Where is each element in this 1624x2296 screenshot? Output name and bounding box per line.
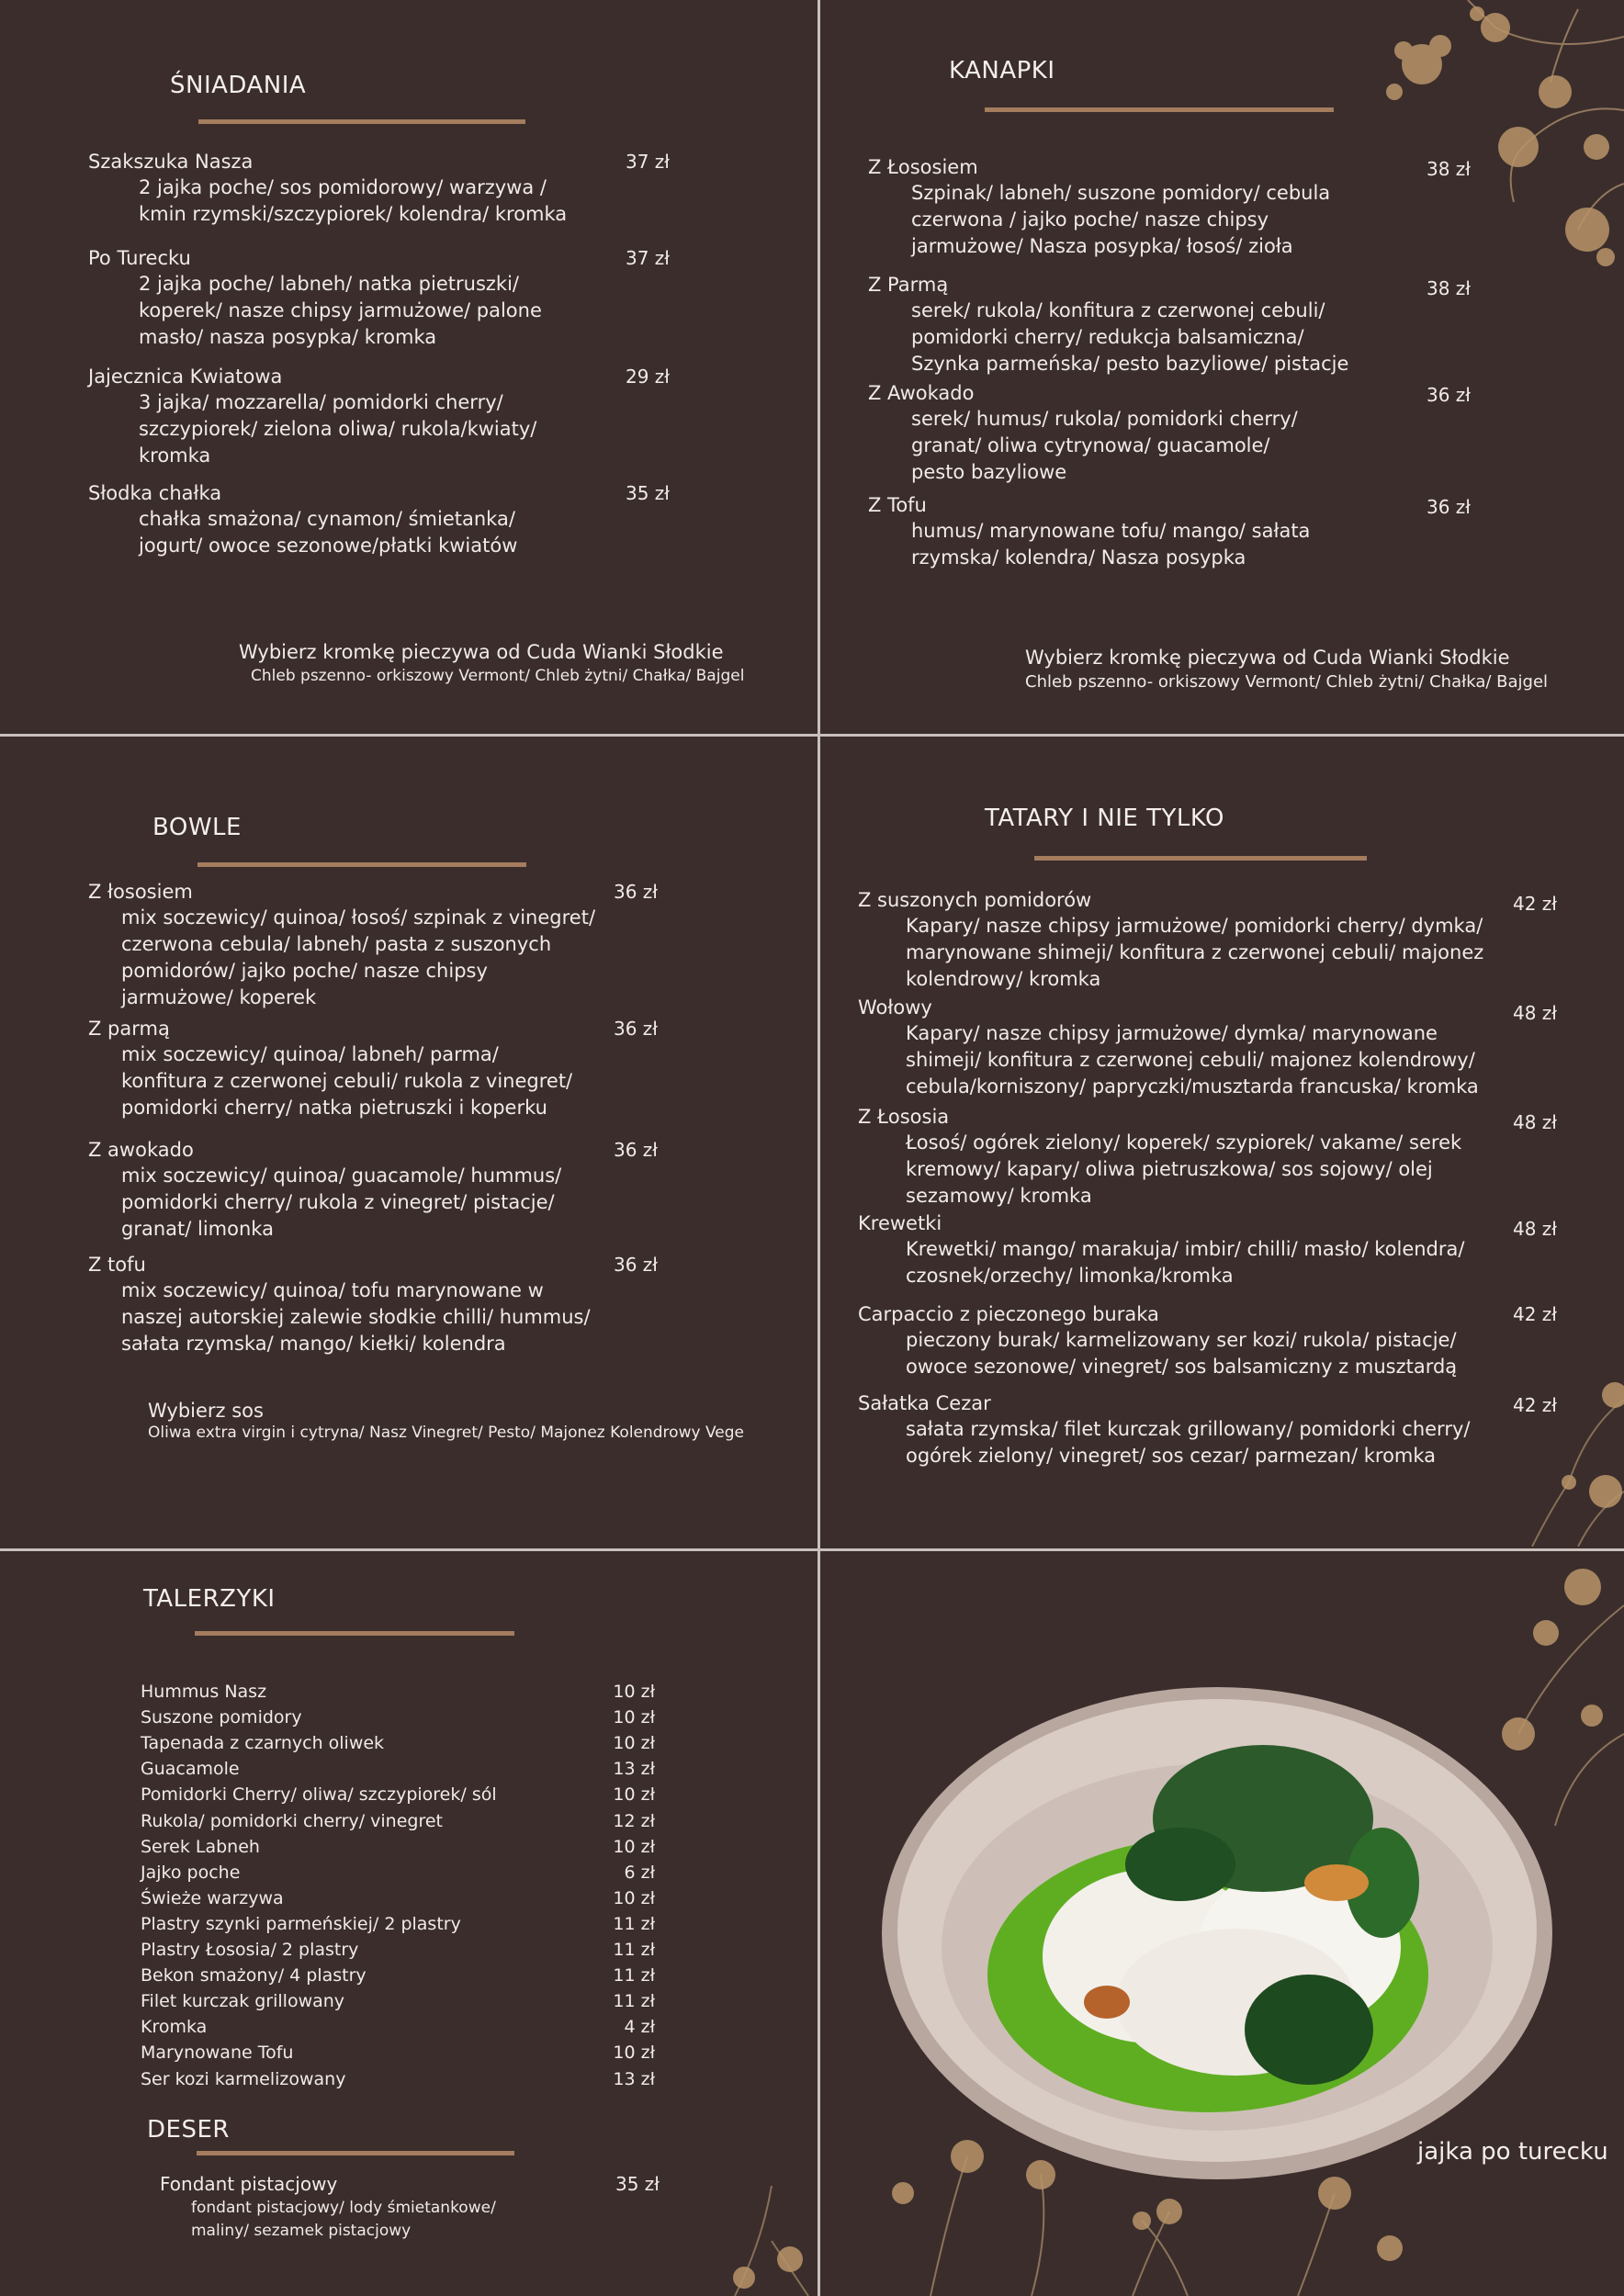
item-desc: Szpinak/ labneh/ suszone pomidory/ cebula bbox=[911, 182, 1331, 204]
item-name: Z Tofu bbox=[868, 494, 927, 516]
item-desc: granat/ limonka bbox=[121, 1218, 274, 1240]
item-desc: serek/ humus/ rukola/ pomidorki cherry/ bbox=[911, 408, 1298, 430]
item-name: Kromka bbox=[141, 2017, 208, 2038]
item-price: 13 zł bbox=[613, 1759, 655, 1780]
menu-item bbox=[88, 1016, 572, 1121]
title-underline bbox=[985, 107, 1334, 112]
item-desc: pieczony burak/ karmelizowany ser kozi/ rukola/ pistacje/ bbox=[906, 1329, 1457, 1351]
item-desc: mix soczewicy/ quinoa/ łosoś/ szpinak z vinegret/ bbox=[121, 906, 596, 929]
item-desc: pomidorki cherry/ rukola z vinegret/ pistacje/ bbox=[121, 1191, 555, 1213]
talerzyki-row bbox=[141, 2040, 655, 2065]
menu-item bbox=[858, 1301, 1457, 1380]
item-name: Szakszuka Nasza bbox=[88, 151, 254, 173]
item-name: Z parmą bbox=[88, 1018, 170, 1040]
item-price: 42 zł bbox=[1513, 1394, 1557, 1416]
section-title: ŚNIADANIA bbox=[170, 72, 307, 99]
item-desc: Kapary/ nasze chipsy jarmużowe/ pomidorki cherry/ dymka/ bbox=[906, 915, 1483, 937]
item-price: 4 zł bbox=[624, 2017, 655, 2038]
item-price: 36 zł bbox=[614, 1018, 658, 1040]
item-name: Fondant pistacjowy bbox=[160, 2173, 338, 2195]
talerzyki-row bbox=[141, 1937, 655, 1963]
item-desc: 3 jajka/ mozzarella/ pomidorki cherry/ bbox=[139, 391, 503, 413]
item-price: 10 zł bbox=[613, 1682, 655, 1702]
menu-item bbox=[160, 2171, 496, 2243]
botanical-decoration-mid-right bbox=[1514, 1372, 1624, 1547]
bread-note-title: Wybierz kromkę pieczywa od Cuda Wianki Słodkie bbox=[1025, 647, 1510, 669]
botanical-decoration-bottom-left bbox=[716, 2186, 818, 2296]
menu-item bbox=[88, 879, 595, 1011]
item-desc: kromka bbox=[139, 445, 211, 467]
item-price: 11 zł bbox=[613, 1965, 655, 1986]
item-name: Słodka chałka bbox=[88, 482, 222, 504]
menu-item bbox=[858, 1104, 1461, 1210]
item-desc: kmin rzymski/szczypiorek/ kolendra/ kromka bbox=[139, 203, 568, 225]
item-desc: granat/ oliwa cytrynowa/ guacamole/ bbox=[911, 434, 1270, 456]
item-desc: czerwona cebula/ labneh/ pasta z suszonych bbox=[121, 933, 552, 955]
item-desc: pomidorki cherry/ redukcja balsamiczna/ bbox=[911, 326, 1304, 348]
talerzyki-row bbox=[141, 1705, 655, 1730]
item-desc: jarmużowe/ Nasza posypka/ łosoś/ zioła bbox=[911, 235, 1293, 257]
item-price: 13 zł bbox=[613, 2068, 655, 2089]
talerzyki-row bbox=[141, 2014, 655, 2040]
item-desc: konfitura z czerwonej cebuli/ rukola z vinegret/ bbox=[121, 1070, 573, 1092]
item-desc: sałata rzymska/ mango/ kiełki/ kolendra bbox=[121, 1333, 506, 1355]
item-desc: kolendrowy/ kromka bbox=[906, 968, 1101, 990]
menu-item bbox=[858, 1210, 1464, 1289]
item-price: 42 zł bbox=[1513, 893, 1557, 915]
photo-caption: jajka po turecku bbox=[1417, 2138, 1608, 2166]
item-name: Świeże warzywa bbox=[141, 1887, 284, 1908]
section-title: BOWLE bbox=[152, 814, 242, 841]
title-underline bbox=[197, 862, 526, 867]
item-desc: Krewetki/ mango/ marakuja/ imbir/ chilli/ masło/ kolendra/ bbox=[906, 1238, 1465, 1260]
talerzyki-row bbox=[141, 1860, 655, 1885]
item-desc: rzymska/ kolendra/ Nasza posypka bbox=[911, 546, 1246, 568]
item-name: Z tofu bbox=[88, 1254, 146, 1276]
item-price: 36 zł bbox=[1427, 496, 1471, 518]
item-desc: masło/ nasza posypka/ kromka bbox=[139, 326, 437, 348]
item-price: 37 zł bbox=[626, 247, 670, 269]
item-price: 10 zł bbox=[613, 2043, 655, 2064]
item-desc: 2 jajka poche/ labneh/ natka pietruszki/ bbox=[139, 273, 519, 295]
item-desc: jarmużowe/ koperek bbox=[121, 986, 317, 1008]
item-price: 36 zł bbox=[614, 1139, 658, 1161]
item-desc: Łosoś/ ogórek zielony/ koperek/ szypiorek/ vakame/ serek bbox=[906, 1131, 1462, 1154]
item-desc: ogórek zielony/ vinegret/ sos cezar/ parmezan/ kromka bbox=[906, 1445, 1437, 1467]
menu-item bbox=[868, 154, 1330, 260]
item-desc: sałata rzymska/ filet kurczak grillowany/ pomidorki cherry/ bbox=[906, 1418, 1471, 1440]
item-desc: serek/ rukola/ konfitura z czerwonej cebuli/ bbox=[911, 299, 1325, 321]
item-price: 12 zł bbox=[613, 1810, 655, 1831]
title-underline bbox=[198, 119, 525, 124]
item-price: 10 zł bbox=[613, 1887, 655, 1908]
item-name: Marynowane Tofu bbox=[141, 2043, 294, 2064]
talerzyki-row bbox=[141, 1963, 655, 1988]
menu-item bbox=[88, 364, 536, 469]
botanical-decoration-top-right bbox=[1367, 0, 1624, 276]
talerzyki-row bbox=[141, 1782, 655, 1807]
item-name: Z awokado bbox=[88, 1139, 194, 1161]
item-price: 48 zł bbox=[1513, 1002, 1557, 1024]
item-desc: chałka smażona/ cynamon/ śmietanka/ bbox=[139, 508, 515, 530]
item-price: 36 zł bbox=[614, 881, 658, 903]
item-name: Z Łososia bbox=[858, 1106, 950, 1128]
section-title: DESER bbox=[147, 2116, 230, 2144]
item-desc: pesto bazyliowe bbox=[911, 461, 1067, 483]
menu-item bbox=[88, 480, 517, 559]
menu-item bbox=[88, 245, 542, 351]
item-desc: fondant pistacjowy/ lody śmietankowe/ bbox=[191, 2199, 496, 2217]
item-price: 35 zł bbox=[626, 482, 670, 504]
talerzyki-row bbox=[141, 1885, 655, 1911]
item-price: 10 zł bbox=[613, 1707, 655, 1728]
item-price: 38 zł bbox=[1427, 158, 1471, 180]
talerzyki-row bbox=[141, 1730, 655, 1756]
item-price: 6 zł bbox=[624, 1862, 655, 1883]
dish-photo bbox=[877, 1671, 1557, 2186]
item-name: Jajko poche bbox=[141, 1862, 241, 1883]
item-desc: shimeji/ konfitura z czerwonej cebuli/ majonez kolendrowy/ bbox=[906, 1049, 1475, 1071]
item-name: Z Parmą bbox=[868, 274, 949, 296]
item-name: Ser kozi karmelizowany bbox=[141, 2068, 346, 2089]
title-underline bbox=[195, 1631, 514, 1636]
section-title: TALERZYKI bbox=[143, 1585, 276, 1613]
title-underline bbox=[1034, 856, 1367, 861]
item-price: 36 zł bbox=[614, 1254, 658, 1276]
item-name: Rukola/ pomidorki cherry/ vinegret bbox=[141, 1810, 443, 1831]
bread-note-options: Chleb pszenno- orkiszowy Vermont/ Chleb żytni/ Chałka/ Bajgel bbox=[1025, 672, 1549, 692]
item-desc: kremowy/ kapary/ oliwa pietruszkowa/ sos sojowy/ olej bbox=[906, 1158, 1433, 1180]
talerzyki-row bbox=[141, 1808, 655, 1834]
item-desc: mix soczewicy/ quinoa/ tofu marynowane w bbox=[121, 1279, 544, 1301]
bread-note-options: Chleb pszenno- orkiszowy Vermont/ Chleb żytni/ Chałka/ Bajgel bbox=[251, 667, 745, 685]
title-underline bbox=[197, 2151, 514, 2155]
talerzyki-row bbox=[141, 2066, 655, 2092]
item-desc: koperek/ nasze chipsy jarmużowe/ palone bbox=[139, 299, 542, 321]
item-name: Wołowy bbox=[858, 996, 932, 1019]
menu-item bbox=[858, 995, 1479, 1100]
item-desc: pomidorki cherry/ natka pietruszki i koperku bbox=[121, 1097, 547, 1119]
item-price: 36 zł bbox=[1427, 384, 1471, 406]
sauce-note-title: Wybierz sos bbox=[148, 1400, 264, 1422]
item-desc: czosnek/orzechy/ limonka/kromka bbox=[906, 1265, 1234, 1287]
item-desc: naszej autorskiej zalewie słodkie chilli/ hummus/ bbox=[121, 1306, 591, 1328]
item-price: 10 zł bbox=[613, 1784, 655, 1806]
bread-note-title: Wybierz kromkę pieczywa od Cuda Wianki Słodkie bbox=[239, 641, 724, 663]
item-desc: Kapary/ nasze chipsy jarmużowe/ dymka/ marynowane bbox=[906, 1022, 1438, 1044]
item-desc: owoce sezonowe/ vinegret/ sos balsamiczny z musztardą bbox=[906, 1356, 1458, 1378]
item-name: Pomidorki Cherry/ oliwa/ szczypiorek/ sól bbox=[141, 1784, 497, 1806]
talerzyki-row bbox=[141, 1679, 655, 1705]
item-desc: 2 jajka poche/ sos pomidorowy/ warzywa / bbox=[139, 176, 547, 198]
item-desc: mix soczewicy/ quinoa/ labneh/ parma/ bbox=[121, 1043, 499, 1065]
item-price: 10 zł bbox=[613, 1733, 655, 1754]
item-price: 10 zł bbox=[613, 1836, 655, 1857]
item-price: 11 zł bbox=[613, 1913, 655, 1934]
item-price: 11 zł bbox=[613, 1991, 655, 2012]
item-name: Suszone pomidory bbox=[141, 1707, 302, 1728]
item-price: 38 zł bbox=[1427, 277, 1471, 299]
item-name: Z Awokado bbox=[868, 382, 975, 404]
item-desc: humus/ marynowane tofu/ mango/ sałata bbox=[911, 520, 1311, 542]
item-desc: jogurt/ owoce sezonowe/płatki kwiatów bbox=[139, 535, 518, 557]
menu-item bbox=[88, 1137, 561, 1243]
item-name: Hummus Nasz bbox=[141, 1682, 267, 1702]
item-desc: Szynka parmeńska/ pesto bazyliowe/ pistacje bbox=[911, 353, 1349, 375]
item-price: 11 zł bbox=[613, 1940, 655, 1960]
item-desc: szczypiorek/ zielona oliwa/ rukola/kwiaty/ bbox=[139, 418, 537, 440]
talerzyki-row bbox=[141, 1756, 655, 1782]
item-name: Po Turecku bbox=[88, 247, 191, 269]
item-name: Serek Labneh bbox=[141, 1836, 260, 1857]
item-name: Jajecznica Kwiatowa bbox=[88, 366, 283, 388]
item-name: Bekon smażony/ 4 plastry bbox=[141, 1965, 367, 1986]
menu-item bbox=[88, 1252, 591, 1357]
item-price: 48 zł bbox=[1513, 1111, 1557, 1133]
item-desc: pomidorów/ jajko poche/ nasze chipsy bbox=[121, 960, 488, 982]
item-name: Z łososiem bbox=[88, 881, 193, 903]
horizontal-divider-top bbox=[0, 734, 1624, 737]
item-name: Carpaccio z pieczonego buraka bbox=[858, 1303, 1159, 1325]
menu-item bbox=[868, 492, 1310, 571]
menu-item bbox=[88, 149, 567, 228]
item-name: Sałatka Cezar bbox=[858, 1392, 991, 1414]
item-name: Krewetki bbox=[858, 1212, 942, 1234]
item-name: Z suszonych pomidorów bbox=[858, 889, 1092, 911]
item-price: 29 zł bbox=[626, 366, 670, 388]
item-price: 37 zł bbox=[626, 151, 670, 173]
menu-item bbox=[858, 887, 1483, 993]
item-desc: marynowane shimeji/ konfitura z czerwonej cebuli/ majonez bbox=[906, 941, 1484, 963]
talerzyki-row bbox=[141, 1834, 655, 1860]
sauce-note-options: Oliwa extra virgin i cytryna/ Nasz Vinegret/ Pesto/ Majonez Kolendrowy Vege bbox=[148, 1424, 744, 1442]
item-desc: czerwona / jajko poche/ nasze chipsy bbox=[911, 208, 1269, 231]
item-name: Guacamole bbox=[141, 1759, 240, 1780]
item-name: Z Łososiem bbox=[868, 156, 978, 178]
item-desc: maliny/ sezamek pistacjowy bbox=[191, 2222, 412, 2240]
menu-item bbox=[868, 380, 1298, 486]
menu-item bbox=[858, 1390, 1470, 1469]
talerzyki-row bbox=[141, 1911, 655, 1937]
item-price: 48 zł bbox=[1513, 1218, 1557, 1240]
item-price: 35 zł bbox=[615, 2173, 660, 2195]
item-name: Plastry szynki parmeńskiej/ 2 plastry bbox=[141, 1913, 461, 1934]
section-title: TATARY I NIE TYLKO bbox=[985, 805, 1224, 832]
item-price: 42 zł bbox=[1513, 1303, 1557, 1325]
item-name: Filet kurczak grillowany bbox=[141, 1991, 345, 2012]
section-title: KANAPKI bbox=[949, 57, 1055, 84]
item-desc: mix soczewicy/ quinoa/ guacamole/ hummus/ bbox=[121, 1165, 562, 1187]
item-desc: sezamowy/ kromka bbox=[906, 1185, 1092, 1207]
menu-item bbox=[868, 272, 1348, 377]
item-name: Tapenada z czarnych oliwek bbox=[141, 1733, 385, 1754]
item-desc: cebula/korniszony/ papryczki/musztarda francuska/ kromka bbox=[906, 1075, 1479, 1097]
item-name: Plastry Łososia/ 2 plastry bbox=[141, 1940, 359, 1960]
talerzyki-row bbox=[141, 1988, 655, 2014]
